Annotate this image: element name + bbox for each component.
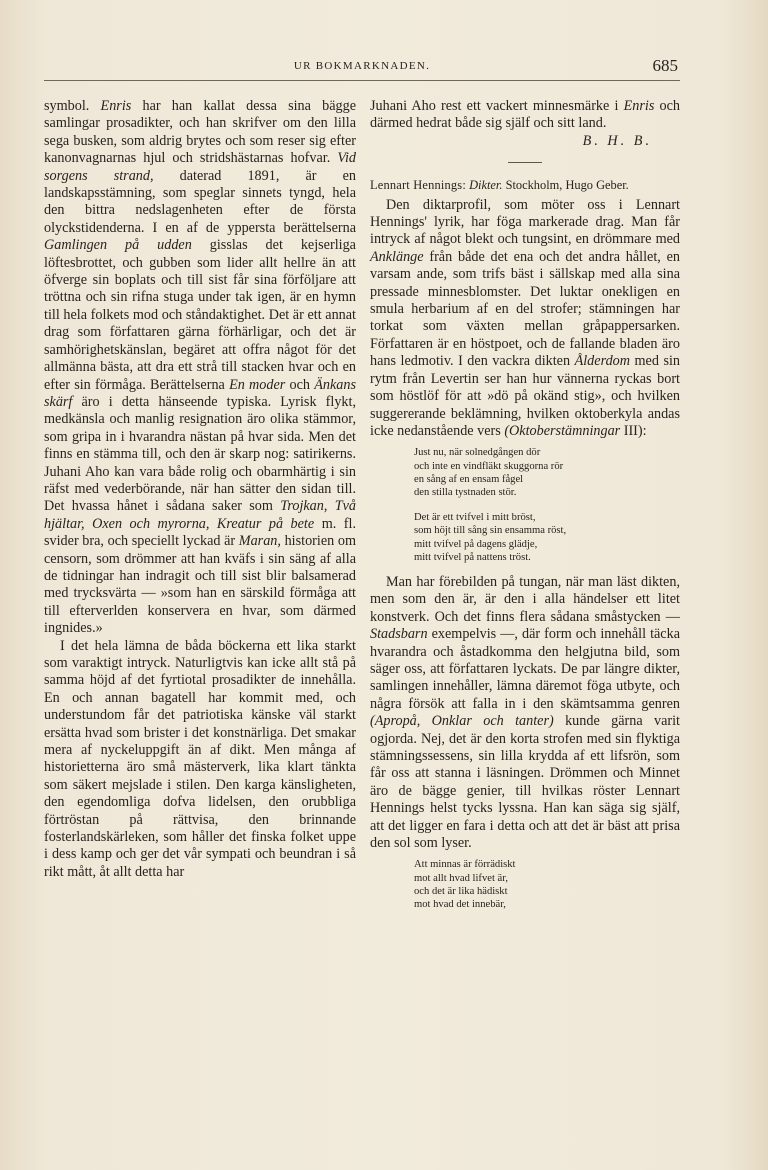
review-signature-row	[370, 133, 680, 150]
review-title: Dikter.	[469, 178, 503, 193]
text-run: symbol.	[44, 98, 101, 114]
italic-title: Gamlingen på udden	[44, 237, 192, 254]
text-run: med sin rytm från Levertin ser han hur vännerna ryckas bort som höstlöf för att »dö på okänd stig», och hvilken suggererande beklämning, hvilken oktoberkyla andas icke nedanstående vers	[370, 353, 681, 439]
poem-line: och det är lika hädiskt	[414, 885, 508, 897]
italic-title: Enris	[100, 98, 132, 114]
poem-line: mitt tvifvel på dagens glädje,	[414, 538, 538, 550]
italic-title: Enris	[623, 98, 655, 114]
poem-line: den stilla tystnaden stör.	[414, 486, 517, 498]
running-title: UR BOKMARKNADEN.	[293, 60, 431, 72]
text-run: äro i detta hänseende typiska. Lyrisk flykt, medkänsla och manlig resignation äro olika stämmor, som gripa in i hvarandra nästan på hvar sida. Men det finns en stämma till, och den är skarp nog: satirikerns. Juhani Aho kan vara både rolig och obarmhärtig i sin räfst med vederbörande, när han sätter den sidan till. Det hvassa hånet i sådana saker som	[44, 393, 356, 515]
italic-title: Anklänge	[370, 248, 424, 265]
poem-quote-1	[414, 446, 680, 564]
poem-line: Just nu, när solnedgången dör	[414, 447, 541, 459]
italic-title: (Apropå, Onklar och tanter)	[370, 713, 554, 730]
poem-line: en sång af en ensam fågel	[414, 473, 524, 485]
poem-stanza	[414, 511, 680, 564]
text-run: kunde gärna varit ogjorda. Nej, det är den korta strofen med sin flyktiga stämningssessens, sin lilla krydda af ett lifsrön, som får oss att stanna i läsningen. Drömmen och Minnet äro de bägge genier, till hvilkas röster Lennart Hennings helst tycks lyssna. Han kan säga sig själf, att det ligger en fara i detta och att det är bäst att prisa den sol som lyser.	[370, 713, 680, 852]
poem-line: mot hvad det innebär,	[414, 899, 506, 911]
poem-stanza	[414, 858, 680, 911]
poem-line: Att minnas är förrädiskt	[414, 859, 516, 871]
italic-title: Maran,	[238, 533, 281, 550]
text-run: och	[285, 376, 315, 393]
text-run: III):	[620, 422, 647, 439]
right-paragraph-1	[370, 197, 680, 441]
page-header	[44, 56, 680, 81]
italic-title: En moder	[229, 376, 286, 393]
text-run: har han kallat dessa sina bägge samlingar prosadikter, och han skrifver om den lilla sega busken, som aldrig brytes och som reser sig efter kanonvagnarnas hjul och stridshästarnas hofvar.	[44, 98, 357, 167]
left-paragraph-1	[44, 98, 356, 638]
poem-line: och inte en vindfläkt skuggorna rör	[414, 460, 564, 472]
poem-quote-2	[414, 858, 680, 911]
text-run: gisslas det kejserliga löftesbrottet, och gubben som lider allt hellre än att öfverge sin boplats och till sist får sina förföljare att tröttna och sin rifna stuga under tak igen, är en hymn till hela folkets mod och ståndaktighet. Det är ett annat drag som författaren gärna förhärligar, och det är samhörighetskänslan, begäret att offra något för det allmänna bästa, att dra ett strå till stacken hvar och en efter sin förmåga. Berättelserna	[44, 237, 356, 393]
text-run: Juhani Aho rest ett vackert minnesmärke i	[370, 98, 624, 114]
section-divider	[508, 162, 542, 163]
text-run: historien om censorn, som drömmer att han kväfs i sin säng af alla de tidningar han indragit och till sist blir balsamerad med trycksvärta — »som han en särskild förmåga att till efterverlden konservera en hvar, som därmed ingnides.»	[44, 533, 356, 637]
text-run: och därmed hedrat både sig själf och sitt land.	[370, 98, 680, 132]
text-run: Man har förebilden på tungan, när man läst dikten, men som den är, är den i alla händelser ett litet konstverk. Och det finns flera sådana småstycken —	[370, 573, 680, 625]
page-number: 685	[652, 56, 678, 75]
right-paragraph-continued	[370, 98, 680, 133]
poem-line: mot allt hvad lifvet är,	[414, 872, 509, 884]
right-column	[370, 98, 680, 921]
right-paragraph-2	[370, 574, 680, 853]
review-heading	[370, 177, 680, 194]
text-run: från både det ena och det andra hållet, en varsam ande, som trifs bäst i sällskap med alla sina pressade minnesblomster. Det luktar onekligen en smula herbarium af en del strofer; stämningen har torkat som växten mellan gråpappersarken. Författaren är en höstpoet, och de fallande bladen äro hans ledmotiv. I den vackra dikten	[370, 248, 680, 370]
poem-stanza	[414, 446, 680, 499]
left-paragraph-2: I det hela lämna de båda böckerna ett lika starkt som varaktigt intryck. Naturligtvis kan icke allt stå på samma höjd af det fyrtiotal prosadikter de innehålla. En och annan bagatell har kommit med, och understundom får det patriotiska känske väl starkt ersätta hvad som brister i det konstnärliga. Det smakar mera af nyckeluppgift än af dikt. Men många af historietterna äro små mästerverk, lika klart tänkta som säkert mejslade i stilen. Den karga känsligheten, den egendomliga dofva lidelsen, den orubbliga förtröstan på rättvisa, den brinnande fosterlandskärleken, som håller det finska folket uppe i dess kamp och ger det vår sympati och beundran i så rikt mått, åt allt detta har	[44, 637, 356, 880]
text-run: daterad 1891, är en landskapsstämning, som speglar sinnets tyngd, hela den bittra nedslagenheten efter de första olyckstidenderna. I en af de yppersta berättelserna	[44, 167, 356, 236]
left-column	[44, 98, 356, 881]
poem-line: Det är ett tvifvel i mitt bröst,	[414, 512, 536, 524]
italic-title: Ålderdom	[574, 353, 631, 370]
italic-title: Änkans skärf	[44, 376, 356, 410]
italic-title: (Oktoberstämningar	[504, 422, 621, 439]
italic-title: Stadsbarn	[370, 626, 428, 643]
text-run: exempelvis —, där form och innehåll täcka hvarandra och åstadkomma den helgjutna bild, som säger oss, att författaren lyckats. De par längre dikter, samlingen innehåller, lämna däremot föga utbyte, och några försök att falla in i den skämtsamma genren	[370, 626, 680, 712]
poem-line: som höjt till sång sin ensamma röst,	[414, 525, 567, 537]
italic-title: Trojkan, Två hjältar, Oxen och myrorna, Kreatur på bete	[44, 498, 356, 532]
text-run: m. fl. svider bra, och speciellt lyckad är	[44, 515, 356, 550]
review-publisher: Stockholm, Hugo Geber.	[505, 178, 629, 193]
poem-line: mitt tvifvel på nattens tröst.	[414, 551, 531, 563]
italic-title: Vid sorgens strand,	[44, 150, 356, 184]
text-run: Den diktarprofil, som möter oss i Lennart Hennings' lyrik, har föga markerade drag. Man får intryck af något blekt och tungsint, en drömmare med	[370, 196, 680, 248]
review-author: Lennart Hennings:	[370, 178, 466, 193]
review-signature: B. H. B.	[582, 132, 652, 149]
